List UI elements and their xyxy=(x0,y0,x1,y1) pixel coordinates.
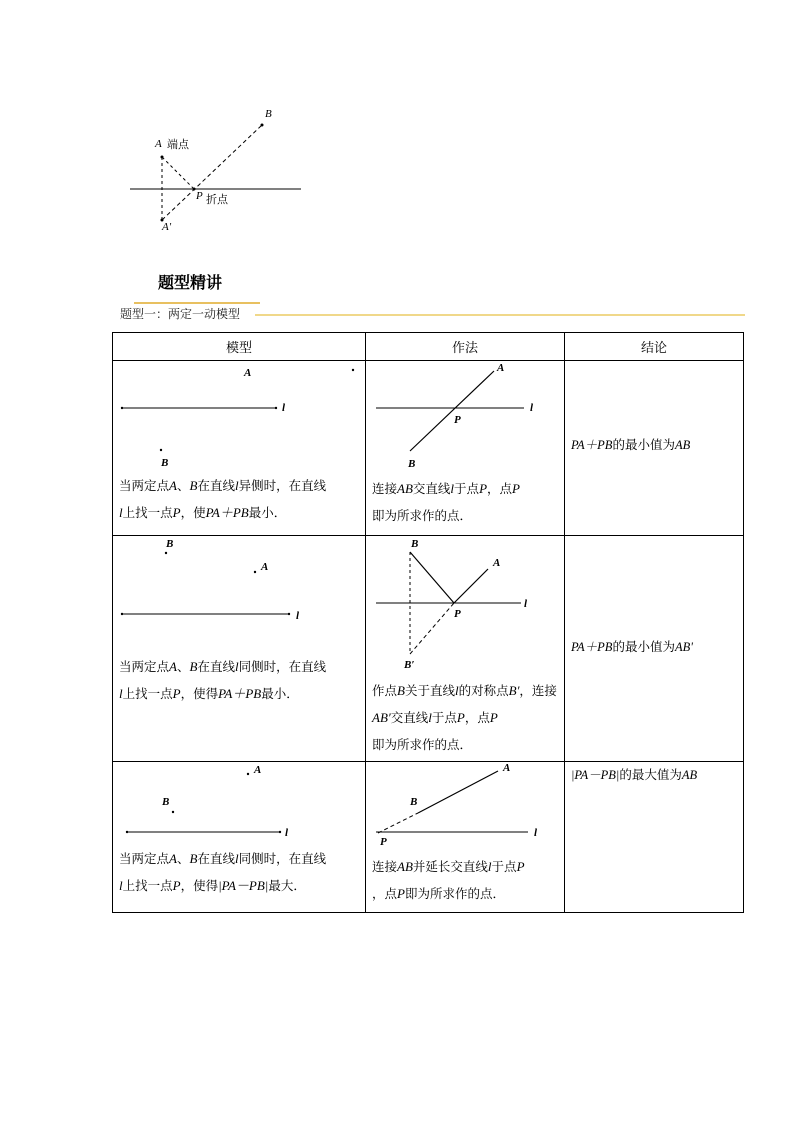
row2-model-figure xyxy=(113,536,366,656)
table-row xyxy=(113,361,744,536)
row3-method-label-l: l xyxy=(534,827,538,839)
row1-method-label-P: P xyxy=(454,414,461,426)
row3-conclusion-cell xyxy=(565,762,744,913)
row1-method-label-l: l xyxy=(530,402,534,414)
header-conclusion: 结论 xyxy=(565,333,744,361)
row3-method-text: 连接AB并延长交直线l于点P ，点P即为所求作的点． xyxy=(372,859,525,901)
top-figure-drawing xyxy=(0,0,794,300)
row1-method-label-A: A xyxy=(497,362,505,374)
row2-model-label-A: A xyxy=(261,561,269,573)
row3-model-label-l: l xyxy=(285,827,289,839)
row1-model-text: 当两定点A、B在直线l异侧时，在直线 l上找一点P，使PA＋PB最小． xyxy=(119,478,327,520)
row3-model-label-B: B xyxy=(162,796,170,808)
row3-model-cell xyxy=(113,762,366,913)
row2-method-label-A: A xyxy=(493,557,501,569)
row2-conclusion: PA＋PB的最小值为AB' xyxy=(571,639,693,654)
row1-model-cell xyxy=(113,361,366,536)
row3-model-label-A: A xyxy=(254,764,262,776)
row2-method-label-l: l xyxy=(524,598,528,610)
row1-model-figure xyxy=(113,361,366,471)
row1-model-label-A: A xyxy=(244,367,252,379)
table-header-row xyxy=(113,333,744,361)
table-row xyxy=(113,536,744,762)
row3-conclusion: |PA－PB|的最大值为AB xyxy=(571,767,698,782)
row3-model-text: 当两定点A、B在直线l同侧时，在直线 l上找一点P，使得|PA－PB|最大． xyxy=(119,851,327,893)
row3-method-label-B: B xyxy=(410,796,418,808)
label-A-prime: A' xyxy=(162,221,172,233)
row2-conclusion-cell xyxy=(565,536,744,762)
row1-method-cell xyxy=(366,361,565,536)
row1-method-text: 连接AB交直线l于点P，点P 即为所求作的点． xyxy=(372,481,520,523)
row1-conclusion: PA＋PB的最小值为AB xyxy=(571,437,691,452)
subtitle: 题型一：两定一动模型 xyxy=(120,307,241,321)
row2-method-cell xyxy=(366,536,565,762)
row2-model-cell xyxy=(113,536,366,762)
label-P-note: 折点 xyxy=(206,193,228,206)
accent-line xyxy=(255,314,745,316)
row2-model-label-B: B xyxy=(166,538,174,550)
point-B xyxy=(261,124,264,127)
header-model: 模型 xyxy=(113,333,366,361)
label-A-note: 端点 xyxy=(167,138,189,151)
row2-model-text: 当两定点A、B在直线l同侧时，在直线 l上找一点P，使得PA＋PB最小． xyxy=(119,659,327,701)
row3-method-label-A: A xyxy=(503,762,511,774)
label-P: P xyxy=(196,190,203,202)
row2-method-label-B-prime: B′ xyxy=(404,659,415,671)
row1-method-figure xyxy=(366,361,565,471)
table-row xyxy=(113,762,744,913)
model-table xyxy=(112,332,744,913)
label-A: A xyxy=(155,138,162,150)
row1-conclusion-cell xyxy=(565,361,744,536)
point-A xyxy=(161,156,164,159)
row2-method-label-B: B xyxy=(411,538,419,550)
row1-model-label-B: B xyxy=(161,457,169,469)
row1-model-label-l: l xyxy=(282,402,286,414)
row1-method-label-B: B xyxy=(408,458,416,470)
row2-model-label-l: l xyxy=(296,610,300,622)
row3-model-figure xyxy=(113,762,366,847)
title-underline xyxy=(134,302,260,304)
row3-method-cell xyxy=(366,762,565,913)
row3-method-label-P: P xyxy=(380,836,387,848)
header-method: 作法 xyxy=(366,333,565,361)
section-title: 题型精讲 xyxy=(158,273,223,292)
dashed-AP xyxy=(162,157,194,189)
row2-method-label-P: P xyxy=(454,608,461,620)
row2-method-figure xyxy=(366,536,565,676)
row2-method-text: 作点B关于直线l的对称点B′，连接 AB′交直线l于点P，点P 即为所求作的点． xyxy=(372,683,557,752)
label-B: B xyxy=(265,108,272,120)
